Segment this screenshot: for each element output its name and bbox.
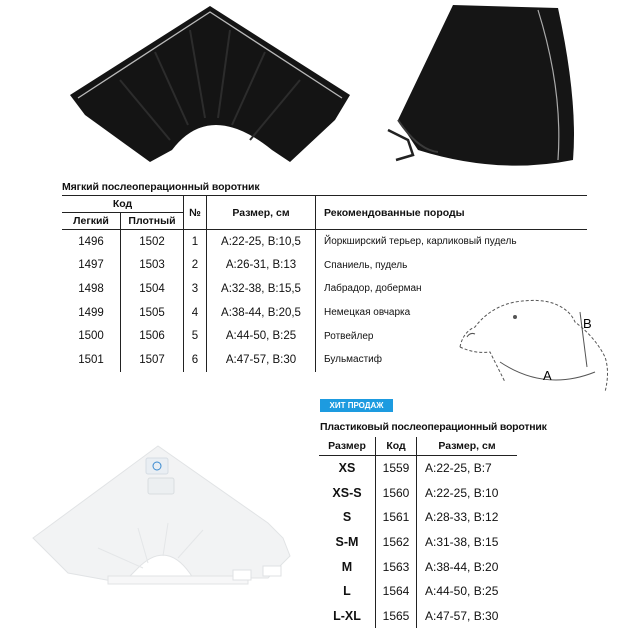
size-number: 4 bbox=[184, 301, 207, 325]
product-code: 1563 bbox=[376, 554, 417, 579]
size-dims: A:31-38, B:15 bbox=[417, 530, 518, 555]
light-code: 1501 bbox=[78, 353, 104, 366]
size-number: 3 bbox=[184, 277, 207, 301]
light-code: 1499 bbox=[78, 306, 104, 319]
light-code: 1496 bbox=[78, 235, 104, 248]
size-dims: A:32-38, B:15,5 bbox=[207, 277, 316, 301]
size-dims: A:44-50, B:25 bbox=[417, 579, 518, 604]
size-dims: A:47-57, B:30 bbox=[417, 604, 518, 629]
bestseller-badge: ХИТ ПРОДАЖ bbox=[320, 399, 393, 412]
plastic-collar-table bbox=[319, 437, 517, 628]
table-row bbox=[62, 230, 587, 254]
size-dims: A:22-25, B:10,5 bbox=[207, 230, 316, 254]
table-row bbox=[319, 530, 517, 555]
dense-code: 1503 bbox=[121, 254, 184, 278]
breed: Бульмастиф bbox=[316, 348, 588, 372]
breed: Йоркширский терьер, карликовый пудель bbox=[316, 230, 588, 254]
size-number: 2 bbox=[184, 254, 207, 278]
size-number: 1 bbox=[184, 230, 207, 254]
header-size: Размер bbox=[319, 437, 376, 456]
table-row bbox=[319, 456, 517, 481]
table-row bbox=[319, 481, 517, 506]
header-code: Код bbox=[62, 196, 184, 213]
header-light: Легкий bbox=[62, 213, 121, 230]
table-row bbox=[319, 579, 517, 604]
product-code: 1561 bbox=[376, 505, 417, 530]
breed: Ротвейлер bbox=[316, 324, 588, 348]
product-code: 1564 bbox=[376, 579, 417, 604]
header-breeds: Рекомендованные породы bbox=[316, 196, 588, 230]
dense-code: 1506 bbox=[121, 324, 184, 348]
product-code: 1560 bbox=[376, 481, 417, 506]
breed: Немецкая овчарка bbox=[316, 301, 588, 325]
size-dims: A:38-44, B:20,5 bbox=[207, 301, 316, 325]
size-dims: A:26-31, B:13 bbox=[207, 254, 316, 278]
breed: Спаниель, пудель bbox=[316, 254, 588, 278]
soft-collar-title: Мягкий послеоперационный воротник bbox=[62, 181, 260, 193]
label-a: A bbox=[543, 368, 552, 383]
light-code: 1498 bbox=[78, 282, 104, 295]
dense-code: 1504 bbox=[121, 277, 184, 301]
dense-code: 1507 bbox=[121, 348, 184, 372]
size-dims: A:22-25, B:7 bbox=[417, 456, 518, 481]
dog-measurement-diagram bbox=[455, 292, 625, 397]
header-dims: Размер, см bbox=[417, 437, 518, 456]
size-dims: A:38-44, B:20 bbox=[417, 554, 518, 579]
size-number: 6 bbox=[184, 348, 207, 372]
label-b: B bbox=[583, 316, 592, 331]
size-dims: A:28-33, B:12 bbox=[417, 505, 518, 530]
table-row bbox=[62, 254, 587, 278]
size-label: S-M bbox=[335, 535, 359, 550]
header-code: Код bbox=[376, 437, 417, 456]
plastic-collar-image bbox=[28, 438, 308, 598]
header-dense: Плотный bbox=[121, 213, 184, 230]
size-label: XS-S bbox=[332, 485, 362, 500]
table-row bbox=[319, 604, 517, 629]
size-dims: A:47-57, B:30 bbox=[207, 348, 316, 372]
size-label: L-XL bbox=[333, 608, 361, 623]
header-number: № bbox=[184, 196, 207, 230]
size-number: 5 bbox=[184, 324, 207, 348]
table-row bbox=[319, 505, 517, 530]
light-code: 1500 bbox=[78, 330, 104, 343]
size-dims: A:44-50, B:25 bbox=[207, 324, 316, 348]
size-label: XS bbox=[338, 461, 356, 476]
plastic-collar-title: Пластиковый послеоперационный воротник bbox=[320, 421, 547, 433]
soft-collar-flat-image bbox=[60, 0, 350, 175]
product-code: 1562 bbox=[376, 530, 417, 555]
size-label: M bbox=[341, 559, 353, 574]
breed: Лабрадор, доберман bbox=[316, 277, 588, 301]
light-code: 1497 bbox=[78, 259, 104, 272]
product-code: 1559 bbox=[376, 456, 417, 481]
dense-code: 1505 bbox=[121, 301, 184, 325]
size-label: L bbox=[343, 584, 351, 599]
product-code: 1565 bbox=[376, 604, 417, 629]
size-label: S bbox=[342, 510, 352, 525]
size-dims: A:22-25, B:10 bbox=[417, 481, 518, 506]
header-size: Размер, см bbox=[207, 196, 316, 230]
table-row bbox=[319, 554, 517, 579]
soft-collar-cone-image bbox=[378, 0, 583, 175]
dense-code: 1502 bbox=[121, 230, 184, 254]
